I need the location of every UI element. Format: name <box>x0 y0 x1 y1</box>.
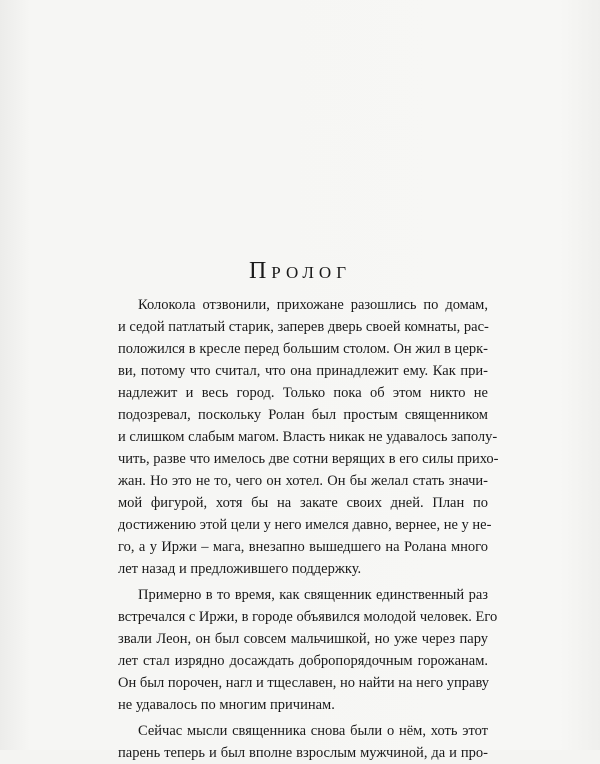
text-line: мой фигурой, хотя бы на закате своих дней. План по <box>118 495 488 511</box>
text-line: лет назад и предложившего поддержку. <box>118 561 362 577</box>
paragraph-2 <box>118 584 498 716</box>
paragraph-3 <box>118 720 488 764</box>
paragraph-1 <box>118 294 499 580</box>
text-line: чить, разве что имелось две сотни верящих в его силы прихо- <box>118 451 499 467</box>
text-line: и седой патлатый старик, заперев дверь своей комнаты, рас- <box>118 319 489 335</box>
text-line: го, а у Иржи – мага, внезапно вышедшего на Ролана много <box>118 539 488 555</box>
text-line: Примерно в то время, как священник единственный раз <box>138 587 488 603</box>
text-line: парень теперь и был вполне взрослым мужчиной, да и про- <box>118 745 488 761</box>
text-line: не удавалось по многим причинам. <box>118 697 335 713</box>
text-line: Сейчас мысли священника снова были о нём, хоть этот <box>138 723 488 739</box>
text-line: лет стал изрядно досаждать добропорядочным горожанам. <box>118 653 488 669</box>
text-line: Колокола отзвонили, прихожане разошлись по домам, <box>138 297 488 313</box>
text-line: жан. Но это не то, чего он хотел. Он бы желал стать значи- <box>118 473 488 489</box>
text-line: надлежит и весь город. Только пока об этом никто не <box>118 385 488 401</box>
chapter-title: Пролог <box>248 258 352 284</box>
text-line: встречался с Иржи, в городе объявился молодой человек. Его <box>118 609 498 625</box>
prologue-text <box>118 294 499 764</box>
text-line: ви, потому что считал, что она принадлежит ему. Как при- <box>118 363 488 379</box>
text-line: и слишком слабым магом. Власть никак не удавалось заполу- <box>118 429 498 445</box>
text-line: звали Леон, он был совсем мальчишкой, но уже через пару <box>118 631 488 647</box>
text-line: подозревал, поскольку Ролан был простым священником <box>118 407 488 423</box>
text-line: положился в кресле перед большим столом. Он жил в церк- <box>118 341 488 357</box>
text-line: Он был порочен, нагл и тщеславен, но найти на него управу <box>118 675 490 691</box>
text-line: достижению этой цели у него имелся давно, вернее, не у не- <box>118 517 492 533</box>
